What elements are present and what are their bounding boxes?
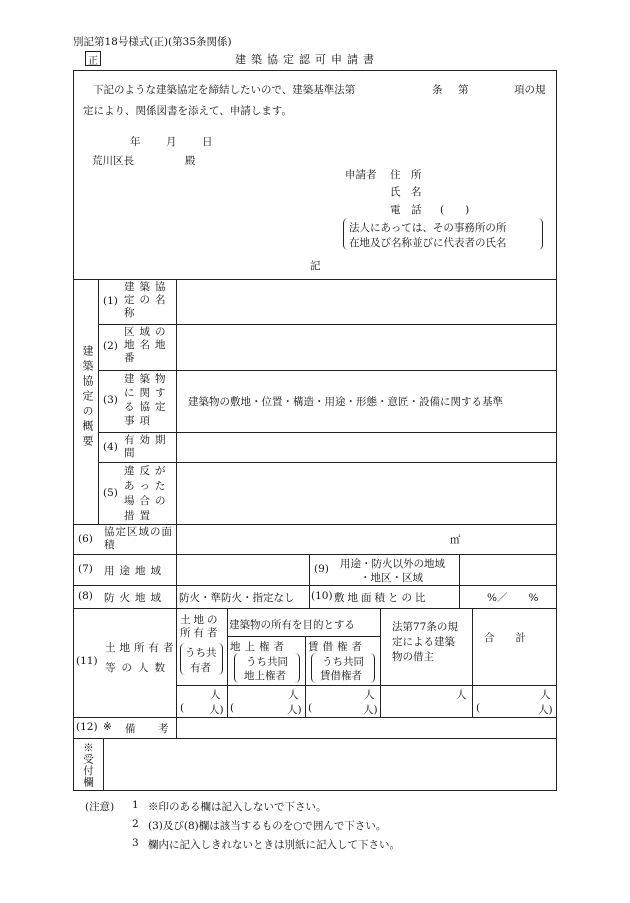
application-line2: 定により、関係図書を添えて、申請します。 xyxy=(83,105,292,117)
vrule-row7-right xyxy=(459,554,460,585)
page-title: 建築協定認可申請書 xyxy=(235,53,379,66)
address-label: 住 所 xyxy=(390,169,422,181)
vrule-row8-mid xyxy=(309,585,310,608)
rule-7 xyxy=(73,585,557,586)
vrule-reception xyxy=(103,738,104,791)
vrule-11-c xyxy=(380,608,381,717)
reception-label: ※受付欄 xyxy=(82,742,94,788)
superficies-count-unit: 人 xyxy=(288,689,299,701)
rule-outline-bottom xyxy=(73,524,557,525)
vrule-row8-right xyxy=(459,585,460,608)
purpose-head: 建築物の所有を目的とする xyxy=(229,619,355,631)
row2-label: 区域の地名地番 xyxy=(124,326,171,364)
original-mark-box xyxy=(85,51,101,66)
rule-3 xyxy=(98,432,557,433)
superficies-head: 地上権者 xyxy=(230,641,288,653)
vrule-outline-side xyxy=(98,279,99,524)
total-count-paren-open: ( xyxy=(476,702,481,714)
lessee-count-unit: 人 xyxy=(364,689,375,701)
total-count-unit: 人 xyxy=(540,689,551,701)
row6-label: 協定区域の面積 xyxy=(104,526,173,551)
rule-6 xyxy=(73,554,557,555)
rule-11-bottom xyxy=(73,717,557,718)
rule-11-units xyxy=(176,685,557,686)
lessee-head: 賃借権者 xyxy=(308,641,366,653)
applicant-label: 申請者 xyxy=(345,169,377,181)
honorific: 殿 xyxy=(185,155,196,167)
article-jo: 条 xyxy=(432,84,443,96)
name-label: 氏 名 xyxy=(390,186,422,198)
note-2-number: 2 xyxy=(132,818,139,830)
row6-unit: ㎡ xyxy=(450,534,461,546)
ki-label: 記 xyxy=(310,260,321,272)
row11-label-1: 土地所有者 xyxy=(105,642,178,654)
superficies-sub-1: うち共同 xyxy=(246,656,288,668)
row5-number: (5) xyxy=(103,487,118,499)
corporation-note-line2: 在地及び名称並びに代表者の氏名 xyxy=(349,237,507,249)
rule-outline-top xyxy=(73,279,557,280)
outline-side-label: 建築協定の概要 xyxy=(81,345,94,450)
note-3-text: 欄内に記入しきれないときは別紙に記入して下さい。 xyxy=(148,839,400,851)
note-2-text: (3)及び(8)欄は該当するものを○で囲んで下さい。 xyxy=(148,820,387,832)
original-mark: 正 xyxy=(88,56,98,67)
total-count-paren-close: 人) xyxy=(538,704,553,716)
row8-number: (8) xyxy=(78,590,93,602)
article77-count-unit: 人 xyxy=(456,689,467,701)
total-head: 合 計 xyxy=(484,632,526,644)
superficies-sub-2: 地上権者 xyxy=(244,670,286,682)
form-reference: 別記第18号様式(正)(第35条関係) xyxy=(73,36,232,48)
row12-label: 備 考 xyxy=(125,723,175,735)
row9-number: (9) xyxy=(314,563,329,575)
article-ko: 項の規 xyxy=(514,84,546,96)
row7-label: 用途地域 xyxy=(104,565,166,577)
phone-label: 電 話 xyxy=(390,204,422,216)
owner-sub-2: 有者 xyxy=(190,662,211,674)
date-month: 月 xyxy=(166,136,177,148)
owner-count-paren-close: 人) xyxy=(209,704,224,716)
vrule-11-b xyxy=(305,636,306,717)
lessee-sub-1: うち共同 xyxy=(322,656,364,668)
rule-8 xyxy=(73,608,557,609)
row10-number: (10) xyxy=(311,590,333,602)
row4-label: 有効期間 xyxy=(124,434,171,459)
row9-label-1: 用途・防火以外の地域 xyxy=(340,558,445,570)
row8-label: 防火地域 xyxy=(104,592,166,604)
rule-4 xyxy=(98,462,557,463)
row4-number: (4) xyxy=(103,441,118,453)
vrule-row7-mid xyxy=(309,554,310,585)
row3-label: 建築物に関する協定事項 xyxy=(124,373,171,427)
note-1-text: ※印のある欄は記入しないで下さい。 xyxy=(148,801,327,813)
owner-head: 土地の所有者 xyxy=(180,614,221,639)
rule-2 xyxy=(98,370,557,371)
row11-number: (11) xyxy=(76,655,98,667)
rule-1 xyxy=(98,324,557,325)
lessee-count-paren-open: ( xyxy=(308,702,313,714)
row5-label: 違反があった場合の措置 xyxy=(124,465,171,522)
addressee: 荒川区長 xyxy=(92,155,134,167)
row10-value: %／ % xyxy=(487,592,539,604)
phone-parentheses: ( ) xyxy=(440,204,470,216)
lessee-sub-2: 賃借権者 xyxy=(320,670,362,682)
row3-value: 建築物の敷地・位置・構造・用途・形態・意匠・設備に関する基準 xyxy=(188,396,503,408)
vrule-11-d xyxy=(472,608,473,717)
notes-title: (注意) xyxy=(85,801,115,813)
owner-sub-1: うち共 xyxy=(185,647,217,659)
lessee-count-paren-close: 人) xyxy=(363,704,378,716)
row10-label: 敷地面積との比 xyxy=(334,592,429,604)
row1-label: 建築協定の名称 xyxy=(124,281,171,319)
row3-number: (3) xyxy=(103,394,118,406)
rule-11-purpose xyxy=(227,636,380,637)
date-year: 年 xyxy=(130,136,141,148)
row7-number: (7) xyxy=(78,563,93,575)
note-1-number: 1 xyxy=(132,799,139,811)
corporation-note-line1: 法人にあっては、その事務所の所 xyxy=(349,222,507,234)
vrule-row12 xyxy=(176,717,177,738)
application-line1: 下記のような建築協定を締結したいので、建築基準法第 xyxy=(93,84,356,96)
owner-count-unit: 人 xyxy=(210,689,221,701)
rule-12 xyxy=(73,738,557,739)
row11-label-2: 等の人数 xyxy=(105,662,171,674)
row12-number: (12) xyxy=(76,721,98,733)
article-dai: 第 xyxy=(458,84,469,96)
superficies-count-paren-close: 人) xyxy=(287,704,302,716)
row6-number: (6) xyxy=(78,533,93,545)
row8-value: 防火・準防火・指定なし xyxy=(179,592,295,604)
row2-number: (2) xyxy=(103,340,118,352)
note-3-number: 3 xyxy=(132,837,139,849)
article77-head: 法第77条の規定による建築物の借主 xyxy=(392,621,458,663)
row1-number: (1) xyxy=(103,295,118,307)
superficies-count-paren-open: ( xyxy=(230,702,235,714)
owner-count-paren-open: ( xyxy=(180,702,185,714)
date-day: 日 xyxy=(202,136,213,148)
vrule-11-a xyxy=(227,608,228,717)
row9-label-2: ・地区・区域 xyxy=(360,572,423,584)
row12-mark: ※ xyxy=(103,721,112,733)
